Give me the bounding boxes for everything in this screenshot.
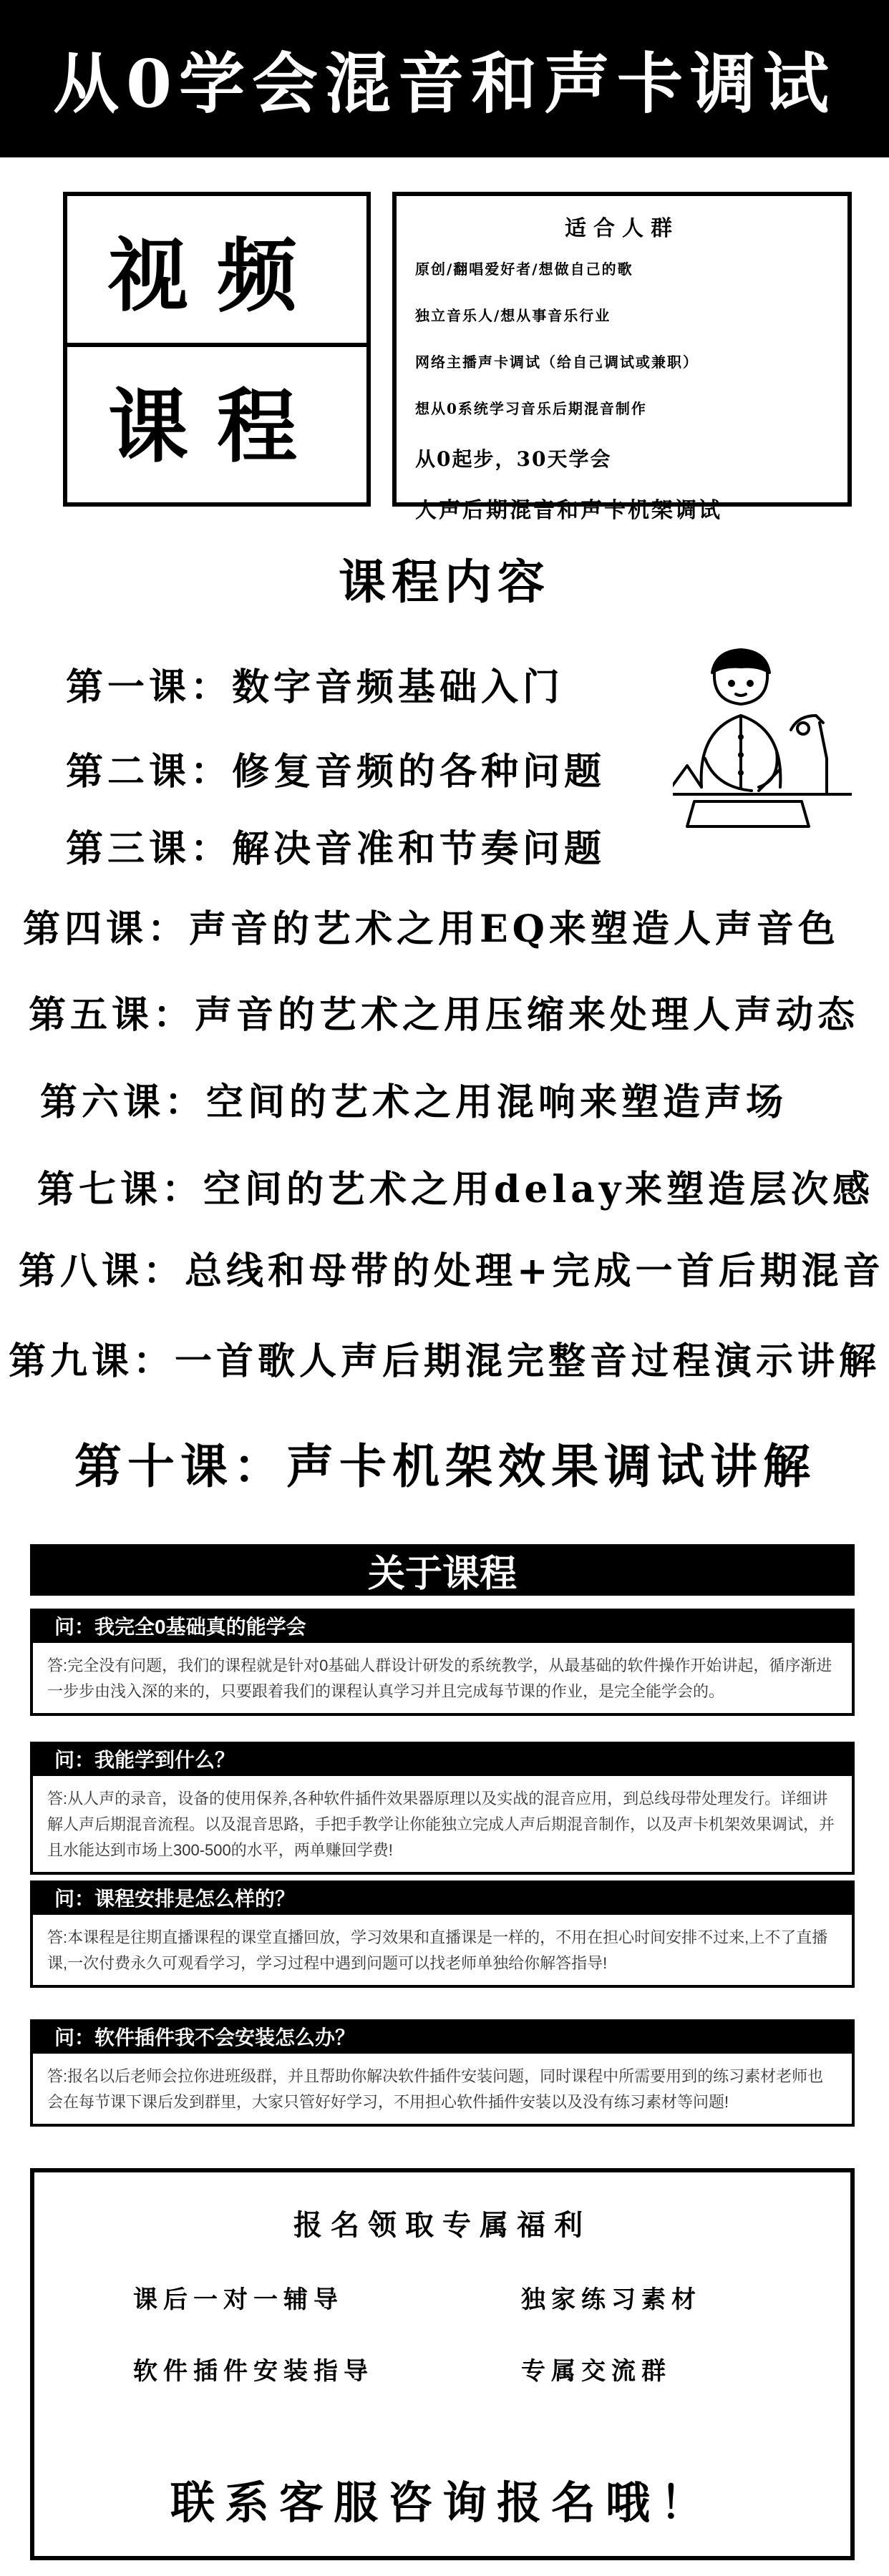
lesson-item: 第一课：数字音频基础入门 [66,665,565,709]
lesson-item: 第五课：声音的艺术之用压缩来处理人声动态 [29,993,860,1037]
qa-block [30,2019,855,2127]
video-label: 视频 [108,229,326,323]
student-desk-illustration [673,644,852,873]
qa-block [30,1609,855,1716]
lesson-item: 第七课：空间的艺术之用delay来塑造层次感 [37,1168,875,1211]
video-course-box [63,192,371,507]
qa-question: 问：课程安排是怎么样的？ [33,1883,852,1915]
lesson-item: 第二课：修复音频的各种问题 [66,750,606,794]
contact-cta: 联系客服咨询报名哦！ [170,2477,714,2529]
lesson-item: 第四课：声音的艺术之用EQ来塑造人声音色 [23,907,840,951]
page-title: 从0学会混音和声卡调试 [52,45,836,122]
audience-item: 人声后期混音和声卡机架调试 [415,498,722,523]
page-header [0,0,889,157]
benefit-item: 课后一对一辅导 [133,2285,344,2314]
qa-block [30,1742,855,1875]
audience-item: 原创/翻唱爱好者/想做自己的歌 [415,260,633,278]
audience-item: 从0起步，30天学会 [415,447,612,471]
course-label: 课程 [108,380,326,474]
benefits-box [30,2168,855,2560]
benefit-item: 软件插件安装指导 [133,2357,374,2386]
benefit-item: 独家练习素材 [521,2285,701,2314]
qa-answer: 答:从人声的录音，设备的使用保养,各种软件插件效果器原理以及实战的混音应用，到总线母带处理发行。详细讲解人声后期混音流程。以及混音思路，手把手教学让你能独立完成人声后期混音制作，以及声卡机架效果调试，并且水能达到市场上300-500的水平，两单赚回学费! [47,1790,835,1859]
audience-item: 想从0系统学习音乐后期混音制作 [415,400,647,417]
qa-answer: 答:本课程是往期直播课程的课堂直播回放，学习效果和直播课是一样的，不用在担心时间安排不过来,上不了直播课,一次付费永久可观看学习，学习过程中遇到问题可以找老师单独给你解答指导! [47,1928,828,1972]
qa-question: 问：我完全0基础真的能学会 [33,1611,852,1643]
about-course-title: 关于课程 [30,1544,855,1596]
lesson-item: 第八课：总线和母带的处理+完成一首后期混音 [19,1249,885,1293]
audience-box [392,192,852,523]
benefit-item: 专属交流群 [521,2357,671,2386]
lesson-item: 第九课：一首歌人声后期混完整音过程演示讲解 [9,1340,881,1383]
lesson-item: 第十课：声卡机架效果调试讲解 [74,1438,816,1494]
benefits-title: 报名领取专属福利 [293,2208,591,2242]
qa-question: 问：软件插件我不会安装怎么办？ [33,2022,852,2054]
qa-answer: 答:报名以后老师会拉你进班级群，并且帮助你解决软件插件安装问题，同时课程中所需要用到的练习素材老师也会在每节课下课后发到群里，大家只管好好学习，不用担心软件插件安装以及没有练习素材等问题! [47,2067,824,2111]
lesson-item: 第六课：空间的艺术之用混响来塑造声场 [40,1080,788,1124]
qa-question: 问：我能学到什么？ [33,1745,852,1776]
audience-item: 独立音乐人/想从事音乐行业 [415,307,611,324]
lesson-item: 第三课：解决音准和节奏问题 [66,827,606,871]
audience-title: 适合人群 [565,216,679,241]
qa-answer: 答:完全没有问题，我们的课程就是针对0基础人群设计研发的系统教学，从最基础的软件操作开始讲起，循序渐进一步步由浅入深的来的，只要跟着我们的课程认真学习并且完成每节课的作业，是完全能学会的。 [47,1657,832,1700]
course-content-title: 课程内容 [339,554,550,610]
audience-item: 网络主播声卡调试（给自己调试或兼职） [415,353,699,371]
qa-block [30,1880,855,1988]
